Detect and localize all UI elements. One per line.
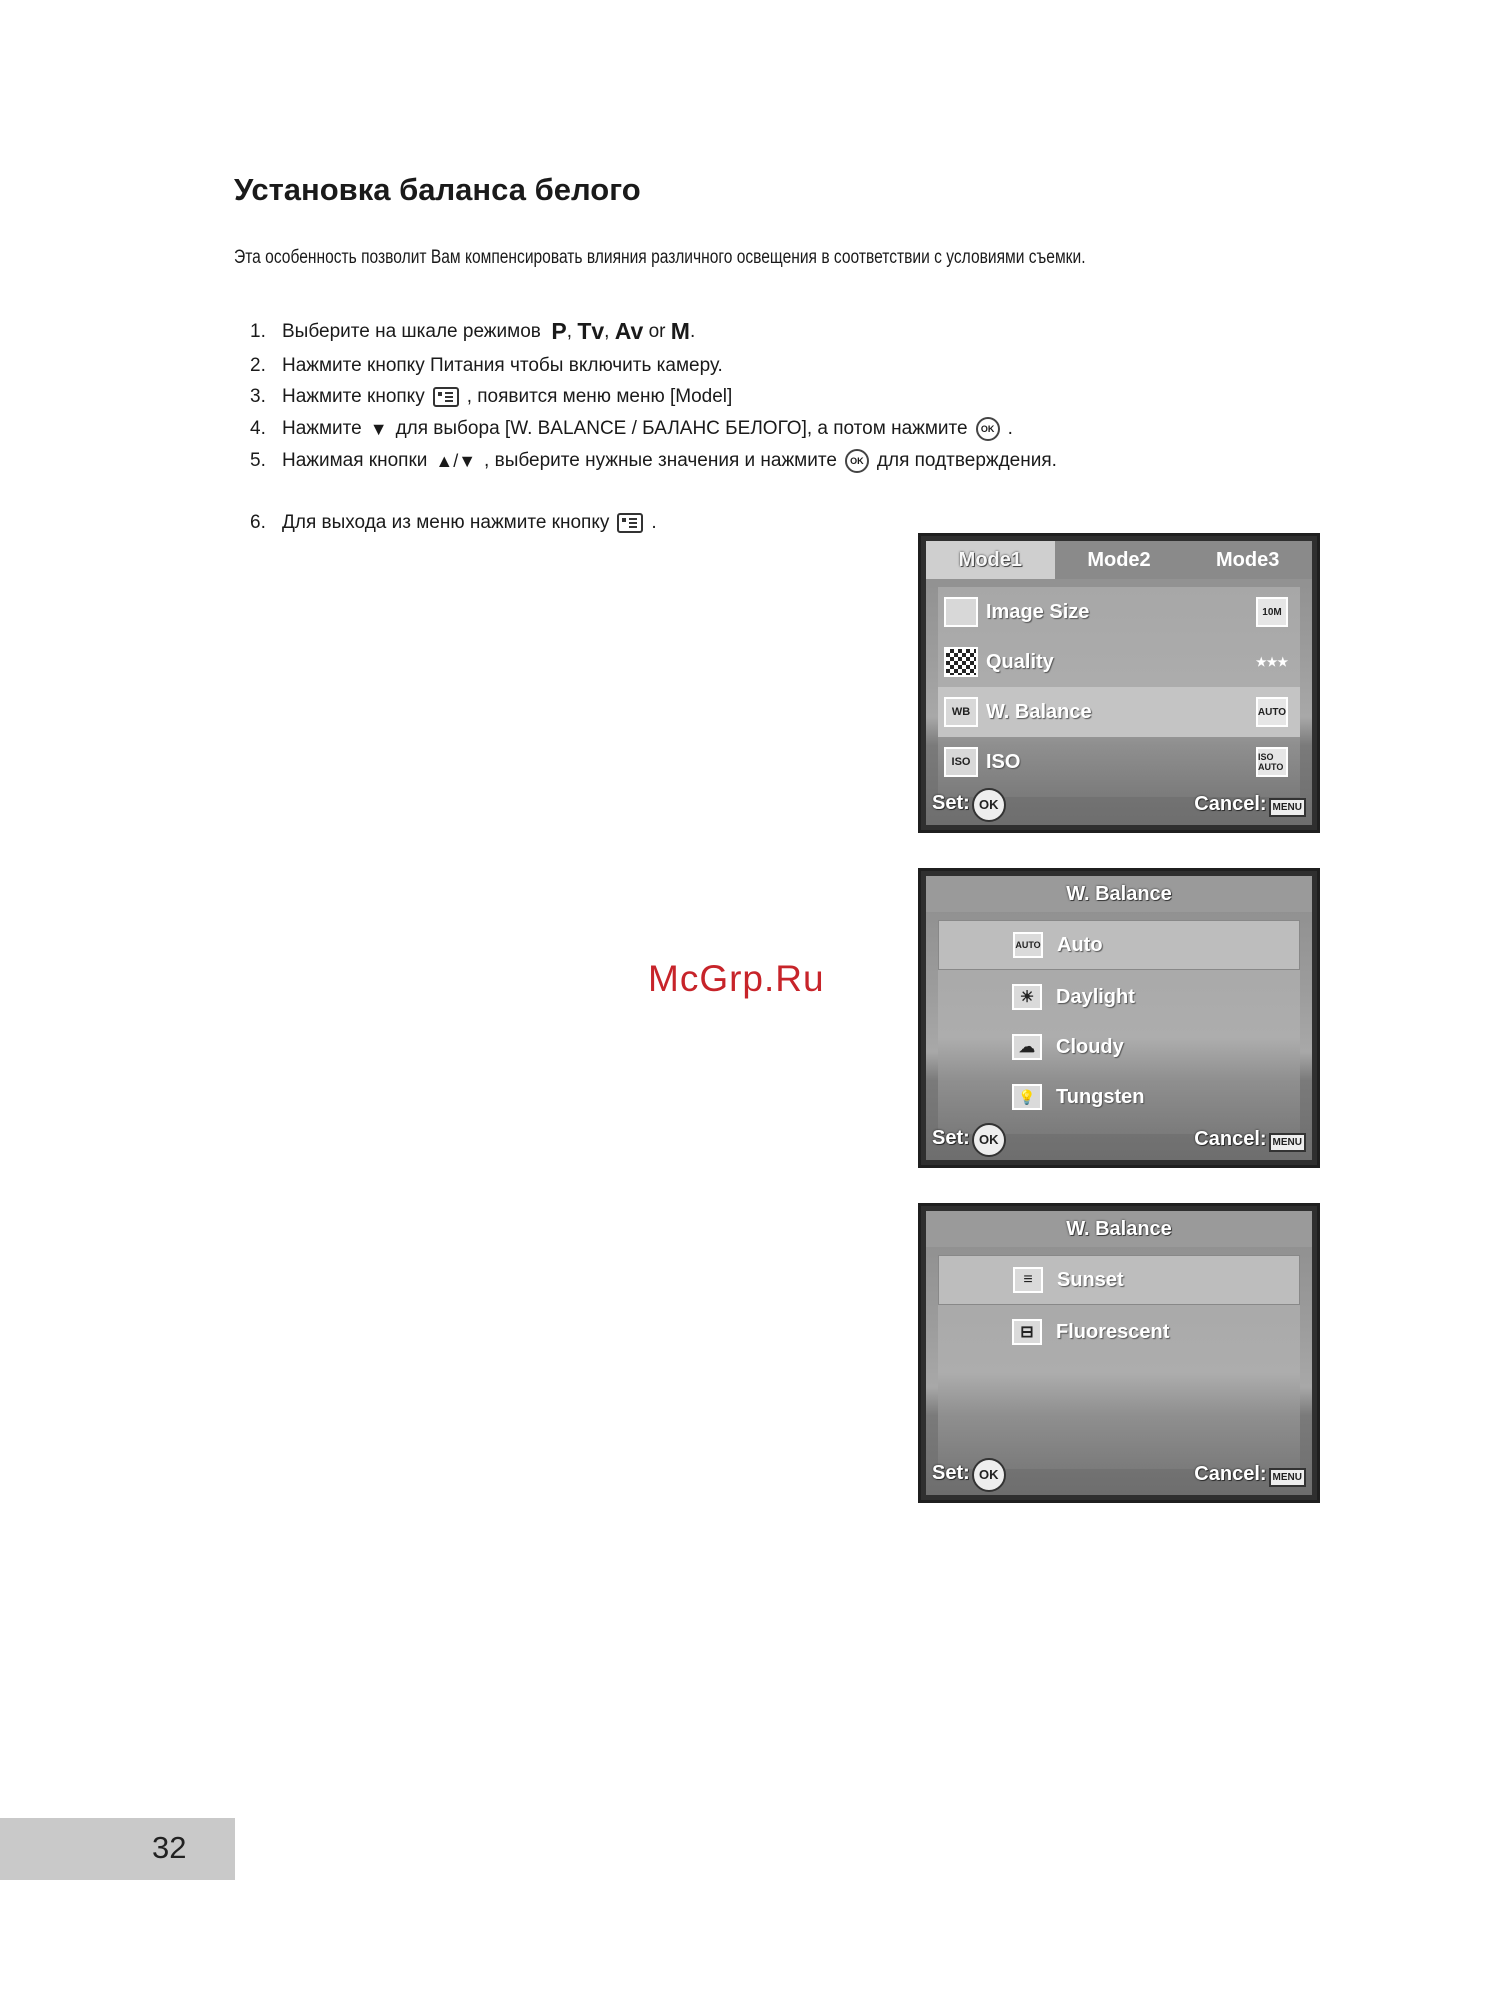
step-number: 2. [250, 355, 266, 376]
cancel-hint [1194, 1128, 1306, 1152]
wb-option-fluorescent[interactable] [938, 1307, 1300, 1357]
mode-tv: Tv [577, 318, 605, 344]
ok-icon: OK [972, 1123, 1006, 1157]
wb-option-tungsten[interactable] [938, 1072, 1300, 1122]
ok-button-icon: OK [845, 449, 869, 473]
set-hint [932, 1458, 1006, 1492]
step-6 [250, 512, 657, 534]
step-number: 6. [250, 512, 266, 533]
set-hint [932, 788, 1006, 822]
wb-option-label: Fluorescent [1056, 1320, 1170, 1343]
step-2 [250, 355, 723, 377]
step-number: 3. [250, 386, 266, 407]
fluorescent-icon: ⊟ [1012, 1319, 1042, 1345]
menu-item-image-size[interactable] [938, 587, 1300, 637]
wb-options [938, 920, 1300, 1134]
step-number: 1. [250, 320, 266, 342]
step-text: Для выхода из меню нажмите кнопку [282, 512, 610, 533]
step-3 [250, 386, 732, 408]
image-size-value-icon: 10M [1256, 597, 1288, 627]
cancel-hint [1194, 793, 1306, 817]
lcd-footer [926, 785, 1312, 825]
step-1: 1. Выберите на шкале режимов P , Tv , Av or M . [250, 318, 696, 344]
wb-option-label: Tungsten [1056, 1085, 1145, 1108]
menu-item-label: ISO [986, 750, 1021, 773]
tab-mode2[interactable]: Mode2 [1087, 549, 1151, 571]
step-text: для выбора [W. BALANCE / БАЛАНС БЕЛОГО], а потом нажмите [395, 418, 968, 439]
step-text: , появится меню меню [Model] [466, 386, 733, 407]
wb-icon: WB [944, 697, 978, 727]
step-4 [250, 417, 1013, 441]
menu-item-label: Quality [986, 650, 1054, 673]
iso-auto-icon: ISO AUTO [1256, 747, 1288, 777]
step-5 [250, 449, 1057, 473]
tab-mode1[interactable]: Mode1 [926, 541, 1055, 579]
set-label: Set: [932, 1127, 970, 1149]
cloud-icon: ☁ [1012, 1034, 1042, 1060]
step-text: , выберите нужные значения и нажмите [484, 450, 837, 471]
step-text: . [1007, 418, 1013, 439]
set-label: Set: [932, 792, 970, 814]
wb-option-label: Cloudy [1056, 1035, 1124, 1058]
menu-icon: MENU [1269, 798, 1306, 817]
lcd-screen [926, 541, 1312, 825]
tab-mode3[interactable]: Mode3 [1216, 549, 1280, 571]
wb-option-label: Sunset [1057, 1268, 1124, 1291]
cancel-label: Cancel: [1194, 793, 1267, 815]
mode-tabs [926, 541, 1312, 579]
wb-option-daylight[interactable] [938, 972, 1300, 1022]
wb-option-label: Auto [1057, 933, 1103, 956]
cancel-label: Cancel: [1194, 1128, 1267, 1150]
lcd-footer [926, 1120, 1312, 1160]
down-arrow-icon: ▼ [369, 418, 388, 439]
step-text: для подтверждения. [876, 450, 1057, 471]
wb-title: W. Balance [926, 876, 1312, 912]
wb-title: W. Balance [926, 1211, 1312, 1247]
watermark: McGrp.Ru [648, 958, 825, 999]
step-text: Выберите на шкале режимов [282, 320, 541, 342]
menu-icon: MENU [1269, 1133, 1306, 1152]
step-text: Нажмите кнопку Питания чтобы включить камеру. [282, 355, 723, 376]
cancel-label: Cancel: [1194, 1463, 1267, 1485]
menu-list [938, 587, 1300, 797]
bulb-icon: 💡 [1012, 1084, 1042, 1110]
menu-button-icon [433, 387, 459, 407]
menu-item-w-balance[interactable] [938, 687, 1300, 737]
step-text: . [651, 512, 657, 533]
mode-m: M [670, 318, 690, 344]
step-or: or [648, 320, 666, 342]
wb-option-sunset[interactable] [938, 1255, 1300, 1305]
set-hint [932, 1123, 1006, 1157]
sun-icon: ☀ [1012, 984, 1042, 1010]
lcd-wb-menu-2 [918, 1203, 1320, 1503]
iso-icon: ISO [944, 747, 978, 777]
page-number-box [0, 1818, 235, 1880]
page-number: 32 [152, 1830, 187, 1865]
lcd-footer [926, 1455, 1312, 1495]
menu-icon: MENU [1269, 1468, 1306, 1487]
image-size-icon [944, 597, 978, 627]
lcd-wb-menu-1 [918, 868, 1320, 1168]
intro-text: Эта особенность позволит Вам компенсировать влияния различного освещения в соответствии с условиями съемки. [234, 247, 1086, 268]
lcd-mode-menu [918, 533, 1320, 833]
wb-option-label: Daylight [1056, 985, 1135, 1008]
lcd-screen [926, 1211, 1312, 1495]
up-down-arrow-icon: ▲/▼ [435, 450, 477, 471]
sunset-icon: ≡ [1013, 1267, 1043, 1293]
quality-icon [944, 647, 978, 677]
menu-item-iso[interactable] [938, 737, 1300, 787]
menu-button-icon [617, 513, 643, 533]
wb-options [938, 1255, 1300, 1469]
menu-item-quality[interactable] [938, 637, 1300, 687]
lcd-screen [926, 876, 1312, 1160]
mode-p: P [551, 318, 567, 344]
set-label: Set: [932, 1462, 970, 1484]
wb-option-auto[interactable] [938, 920, 1300, 970]
wb-option-cloudy[interactable] [938, 1022, 1300, 1072]
step-number: 4. [250, 418, 266, 439]
auto-wb-icon: AUTO [1013, 932, 1043, 958]
ok-button-icon: OK [976, 417, 1000, 441]
cancel-hint [1194, 1463, 1306, 1487]
step-text: Нажимая кнопки [282, 450, 428, 471]
mode-av: Av [614, 318, 644, 344]
step-text: Нажмите кнопку [282, 386, 425, 407]
step-text: Нажмите [282, 418, 362, 439]
quality-stars-icon: ★★★ [1255, 655, 1289, 669]
wb-auto-icon: AUTO [1256, 697, 1288, 727]
step-number: 5. [250, 450, 266, 471]
menu-item-label: W. Balance [986, 700, 1092, 723]
page-title: Установка баланса белого [234, 172, 641, 207]
ok-icon: OK [972, 788, 1006, 822]
ok-icon: OK [972, 1458, 1006, 1492]
menu-item-label: Image Size [986, 600, 1090, 623]
